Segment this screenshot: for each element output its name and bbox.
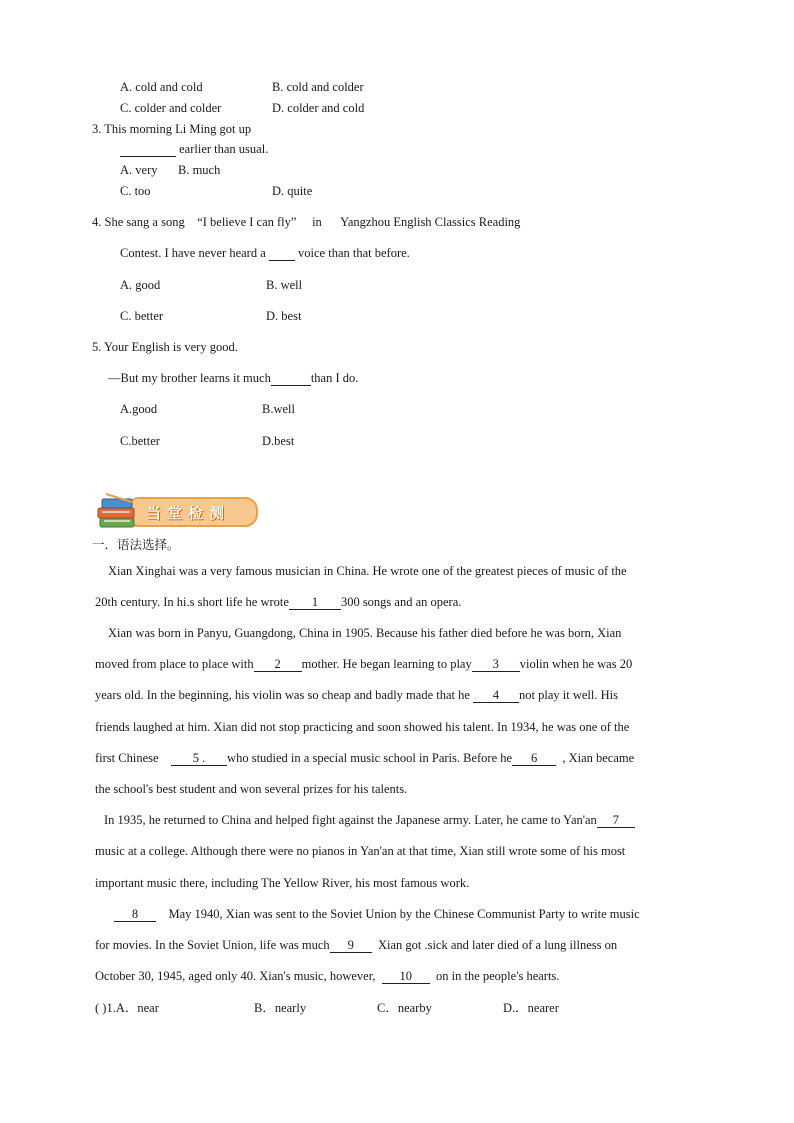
blank-10[interactable]: 10 bbox=[382, 970, 430, 984]
passage-text: on in the people's hearts. bbox=[436, 969, 560, 983]
passage-line-8: the school's best student and won several prizes for his talents. bbox=[95, 782, 408, 796]
passage-text: first Chinese bbox=[95, 751, 159, 765]
passage-line-5 bbox=[95, 687, 618, 703]
section-heading: 一．语法选择。 bbox=[92, 537, 180, 552]
q3-stem: 3. This morning Li Ming got up bbox=[92, 122, 252, 136]
passage-line-14 bbox=[95, 968, 559, 984]
blank-1[interactable]: 1 bbox=[289, 596, 341, 610]
q5-option-d: D.best bbox=[262, 434, 295, 448]
passage-text: , Xian became bbox=[562, 751, 635, 765]
passage-line-2 bbox=[95, 594, 461, 610]
q5-option-a: A.good bbox=[120, 402, 158, 416]
q2-option-b: B. cold and colder bbox=[272, 80, 364, 94]
passage-text: who studied in a special music school in Paris. Before he bbox=[227, 751, 513, 765]
badge-pill bbox=[126, 497, 258, 527]
q3-blank[interactable] bbox=[120, 143, 176, 157]
badge-title: 当堂检测 bbox=[146, 504, 231, 522]
q4-in: in bbox=[312, 215, 322, 229]
q4-option-a: A. good bbox=[120, 278, 161, 292]
q4-blank[interactable] bbox=[269, 247, 295, 261]
passage-line-9 bbox=[104, 812, 635, 828]
passage-text: for movies. In the Soviet Union, life was much bbox=[95, 938, 330, 952]
passage-line-4 bbox=[95, 656, 632, 672]
answer-1-option-b[interactable]: B．nearly bbox=[254, 1001, 307, 1015]
q5-blank[interactable] bbox=[271, 372, 311, 386]
answer-1-option-a[interactable]: ( )1.A．near bbox=[95, 1001, 159, 1015]
passage-line-7 bbox=[95, 750, 634, 766]
passage-text: 20th century. In hi.s short life he wrote bbox=[95, 595, 289, 609]
blank-4[interactable]: 4 bbox=[473, 689, 519, 703]
passage-line-3: Xian was born in Panyu, Guangdong, China in 1905. Because his father died before he was born, Xian bbox=[108, 626, 622, 640]
blank-2[interactable]: 2 bbox=[254, 658, 302, 672]
blank-9[interactable]: 9 bbox=[330, 939, 372, 953]
q5-reply-b: than I do. bbox=[310, 371, 359, 385]
blank-7[interactable]: 7 bbox=[597, 814, 635, 828]
q3-blank-line bbox=[120, 141, 268, 157]
answer-1-option-d[interactable]: D.．nearer bbox=[503, 1001, 559, 1015]
q3-option-a: A. very bbox=[120, 163, 158, 177]
passage-text: violin when he was 20 bbox=[519, 657, 633, 671]
answer-1-option-c[interactable]: C．nearby bbox=[377, 1001, 432, 1015]
blank-8[interactable]: 8 bbox=[114, 908, 156, 922]
q2-option-d: D. colder and cold bbox=[272, 101, 365, 115]
passage-text: not play it well. His bbox=[519, 688, 618, 702]
q5-reply-a: —But my brother learns it much bbox=[108, 371, 271, 385]
passage-text: Xian got .sick and later died of a lung illness on bbox=[377, 938, 618, 952]
passage-line-11: important music there, including The Yellow River, his most famous work. bbox=[95, 876, 470, 890]
passage-text: In 1935, he returned to China and helped fight against the Japanese army. Later, he came to Yan'an bbox=[104, 813, 597, 827]
passage-text: October 30, 1945, aged only 40. Xian's music, however, bbox=[95, 969, 376, 983]
q5-stem: 5. Your English is very good. bbox=[92, 340, 238, 354]
passage-line-12 bbox=[114, 906, 640, 922]
q2-option-c: C. colder and colder bbox=[120, 101, 222, 115]
passage-text: May 1940, Xian was sent to the Soviet Union by the Chinese Communist Party to write music bbox=[168, 907, 640, 921]
blank-5[interactable]: 5 . bbox=[171, 752, 227, 766]
q4-stem-b: Yangzhou English Classics Reading bbox=[340, 215, 521, 229]
q4-song-title: “I believe I can fly” bbox=[197, 215, 297, 229]
blank-3[interactable]: 3 bbox=[472, 658, 520, 672]
passage-line-13 bbox=[95, 937, 617, 953]
q3-blank-tail: earlier than usual. bbox=[179, 142, 269, 156]
passage-text: 300 songs and an opera. bbox=[340, 595, 462, 609]
passage-line-10: music at a college. Although there were no pianos in Yan'an at that time, Xian still wrote some of his most bbox=[95, 844, 626, 858]
q2-option-a: A. cold and cold bbox=[120, 80, 203, 94]
passage-line-6: friends laughed at him. Xian did not stop practicing and soon showed his talent. In 1934, he was one of the bbox=[95, 720, 630, 734]
q4-stem bbox=[92, 214, 520, 230]
q5-option-c: C.better bbox=[120, 434, 160, 448]
q4-line2-a: Contest. I have never heard a bbox=[120, 246, 266, 260]
books-icon bbox=[96, 490, 142, 534]
q4-line2 bbox=[120, 245, 410, 261]
section-badge bbox=[96, 490, 260, 534]
q3-option-b: B. much bbox=[178, 163, 221, 177]
q3-option-d: D. quite bbox=[272, 184, 313, 198]
blank-6[interactable]: 6 bbox=[512, 752, 556, 766]
q4-option-c: C. better bbox=[120, 309, 164, 323]
q4-option-d: D. best bbox=[266, 309, 302, 323]
passage-text: years old. In the beginning, his violin was so cheap and badly made that he bbox=[95, 688, 470, 702]
q5-option-b: B.well bbox=[262, 402, 295, 416]
q4-stem-a: 4. She sang a song bbox=[92, 215, 185, 229]
passage-text: mother. He began learning to play bbox=[301, 657, 472, 671]
q3-option-c: C. too bbox=[120, 184, 151, 198]
q5-reply bbox=[108, 370, 358, 386]
passage-text: moved from place to place with bbox=[95, 657, 254, 671]
q4-line2-b: voice than that before. bbox=[298, 246, 410, 260]
passage-line-1: Xian Xinghai was a very famous musician in China. He wrote one of the greatest pieces of music of the bbox=[108, 564, 627, 578]
q4-option-b: B. well bbox=[266, 278, 303, 292]
